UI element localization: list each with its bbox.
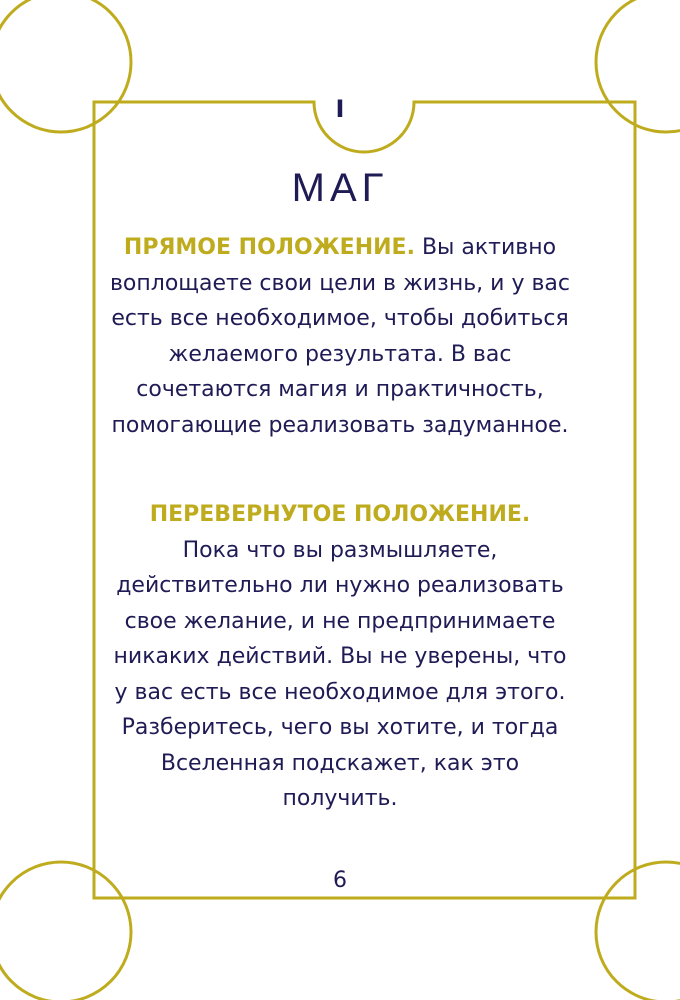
upright-section	[108, 230, 572, 443]
card-title: МАГ	[291, 166, 389, 210]
card-number: I	[335, 95, 345, 123]
page-number: 6	[333, 868, 347, 893]
upright-text: Вы активно воплощаете свои цели в жизнь, и у вас есть все необходимое, чтобы добиться желаемого результата. В вас сочетаются магия и практичность, помогающие реализовать задуманное.	[109, 235, 571, 438]
upright-heading: ПРЯМОЕ ПОЛОЖЕНИЕ.	[123, 235, 415, 260]
reversed-section	[108, 497, 572, 817]
reversed-text: Пока что вы размышляете, действительно ли нужно реализовать свое желание, и не предпринимаете никаких действий. Вы не уверены, что у вас есть все необходимое для этого. Разберитесь, чего вы хотите, и тогда Вселенная подскажет, как это получить.	[113, 537, 567, 811]
reversed-heading: ПЕРЕВЕРНУТОЕ ПОЛОЖЕНИЕ.	[149, 502, 531, 527]
